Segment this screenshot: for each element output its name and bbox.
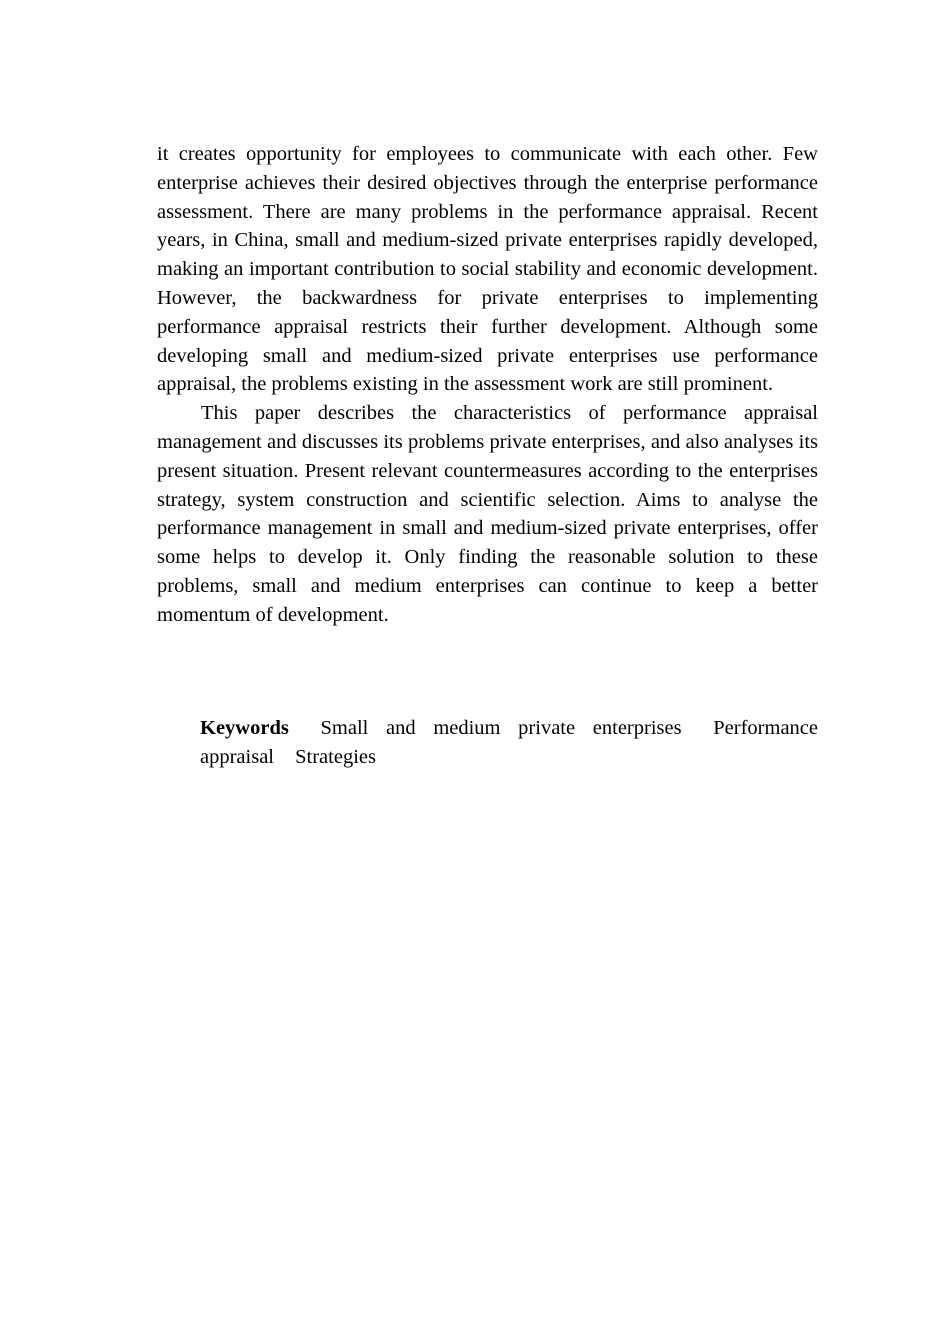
keywords-section (200, 714, 818, 772)
abstract-body (157, 140, 818, 630)
keyword-item: Small and medium private enterprises (320, 717, 682, 739)
keywords-label: Keywords (200, 717, 289, 739)
abstract-paragraph-2: This paper describes the characteristics of performance appraisal management and discusses its problems private enterprises, and also analyses its present situation. Present relevant countermeasures according to the enterprises strategy, system construction and scientific selection. Aims to analyse the performance management in small and medium-sized private enterprises, offer some helps to develop it. Only finding the reasonable solution to these problems, small and medium enterprises can continue to keep a better momentum of development. (157, 402, 818, 626)
keyword-item: Strategies (295, 745, 376, 768)
abstract-paragraph-1: it creates opportunity for employees to communicate with each other. Few enterprise achieves their desired objectives through the enterprise performance assessment. There are many problems in the performance appraisal. Recent years, in China, small and medium-sized private enterprises rapidly developed, making an important contribution to social stability and economic development. However, the backwardness for private enterprises to implementing performance appraisal restricts their further development. Although some developing small and medium-sized private enterprises use performance appraisal, the problems existing in the assessment work are still prominent. (157, 143, 818, 396)
keyword-item: Performance appraisal (200, 717, 818, 768)
